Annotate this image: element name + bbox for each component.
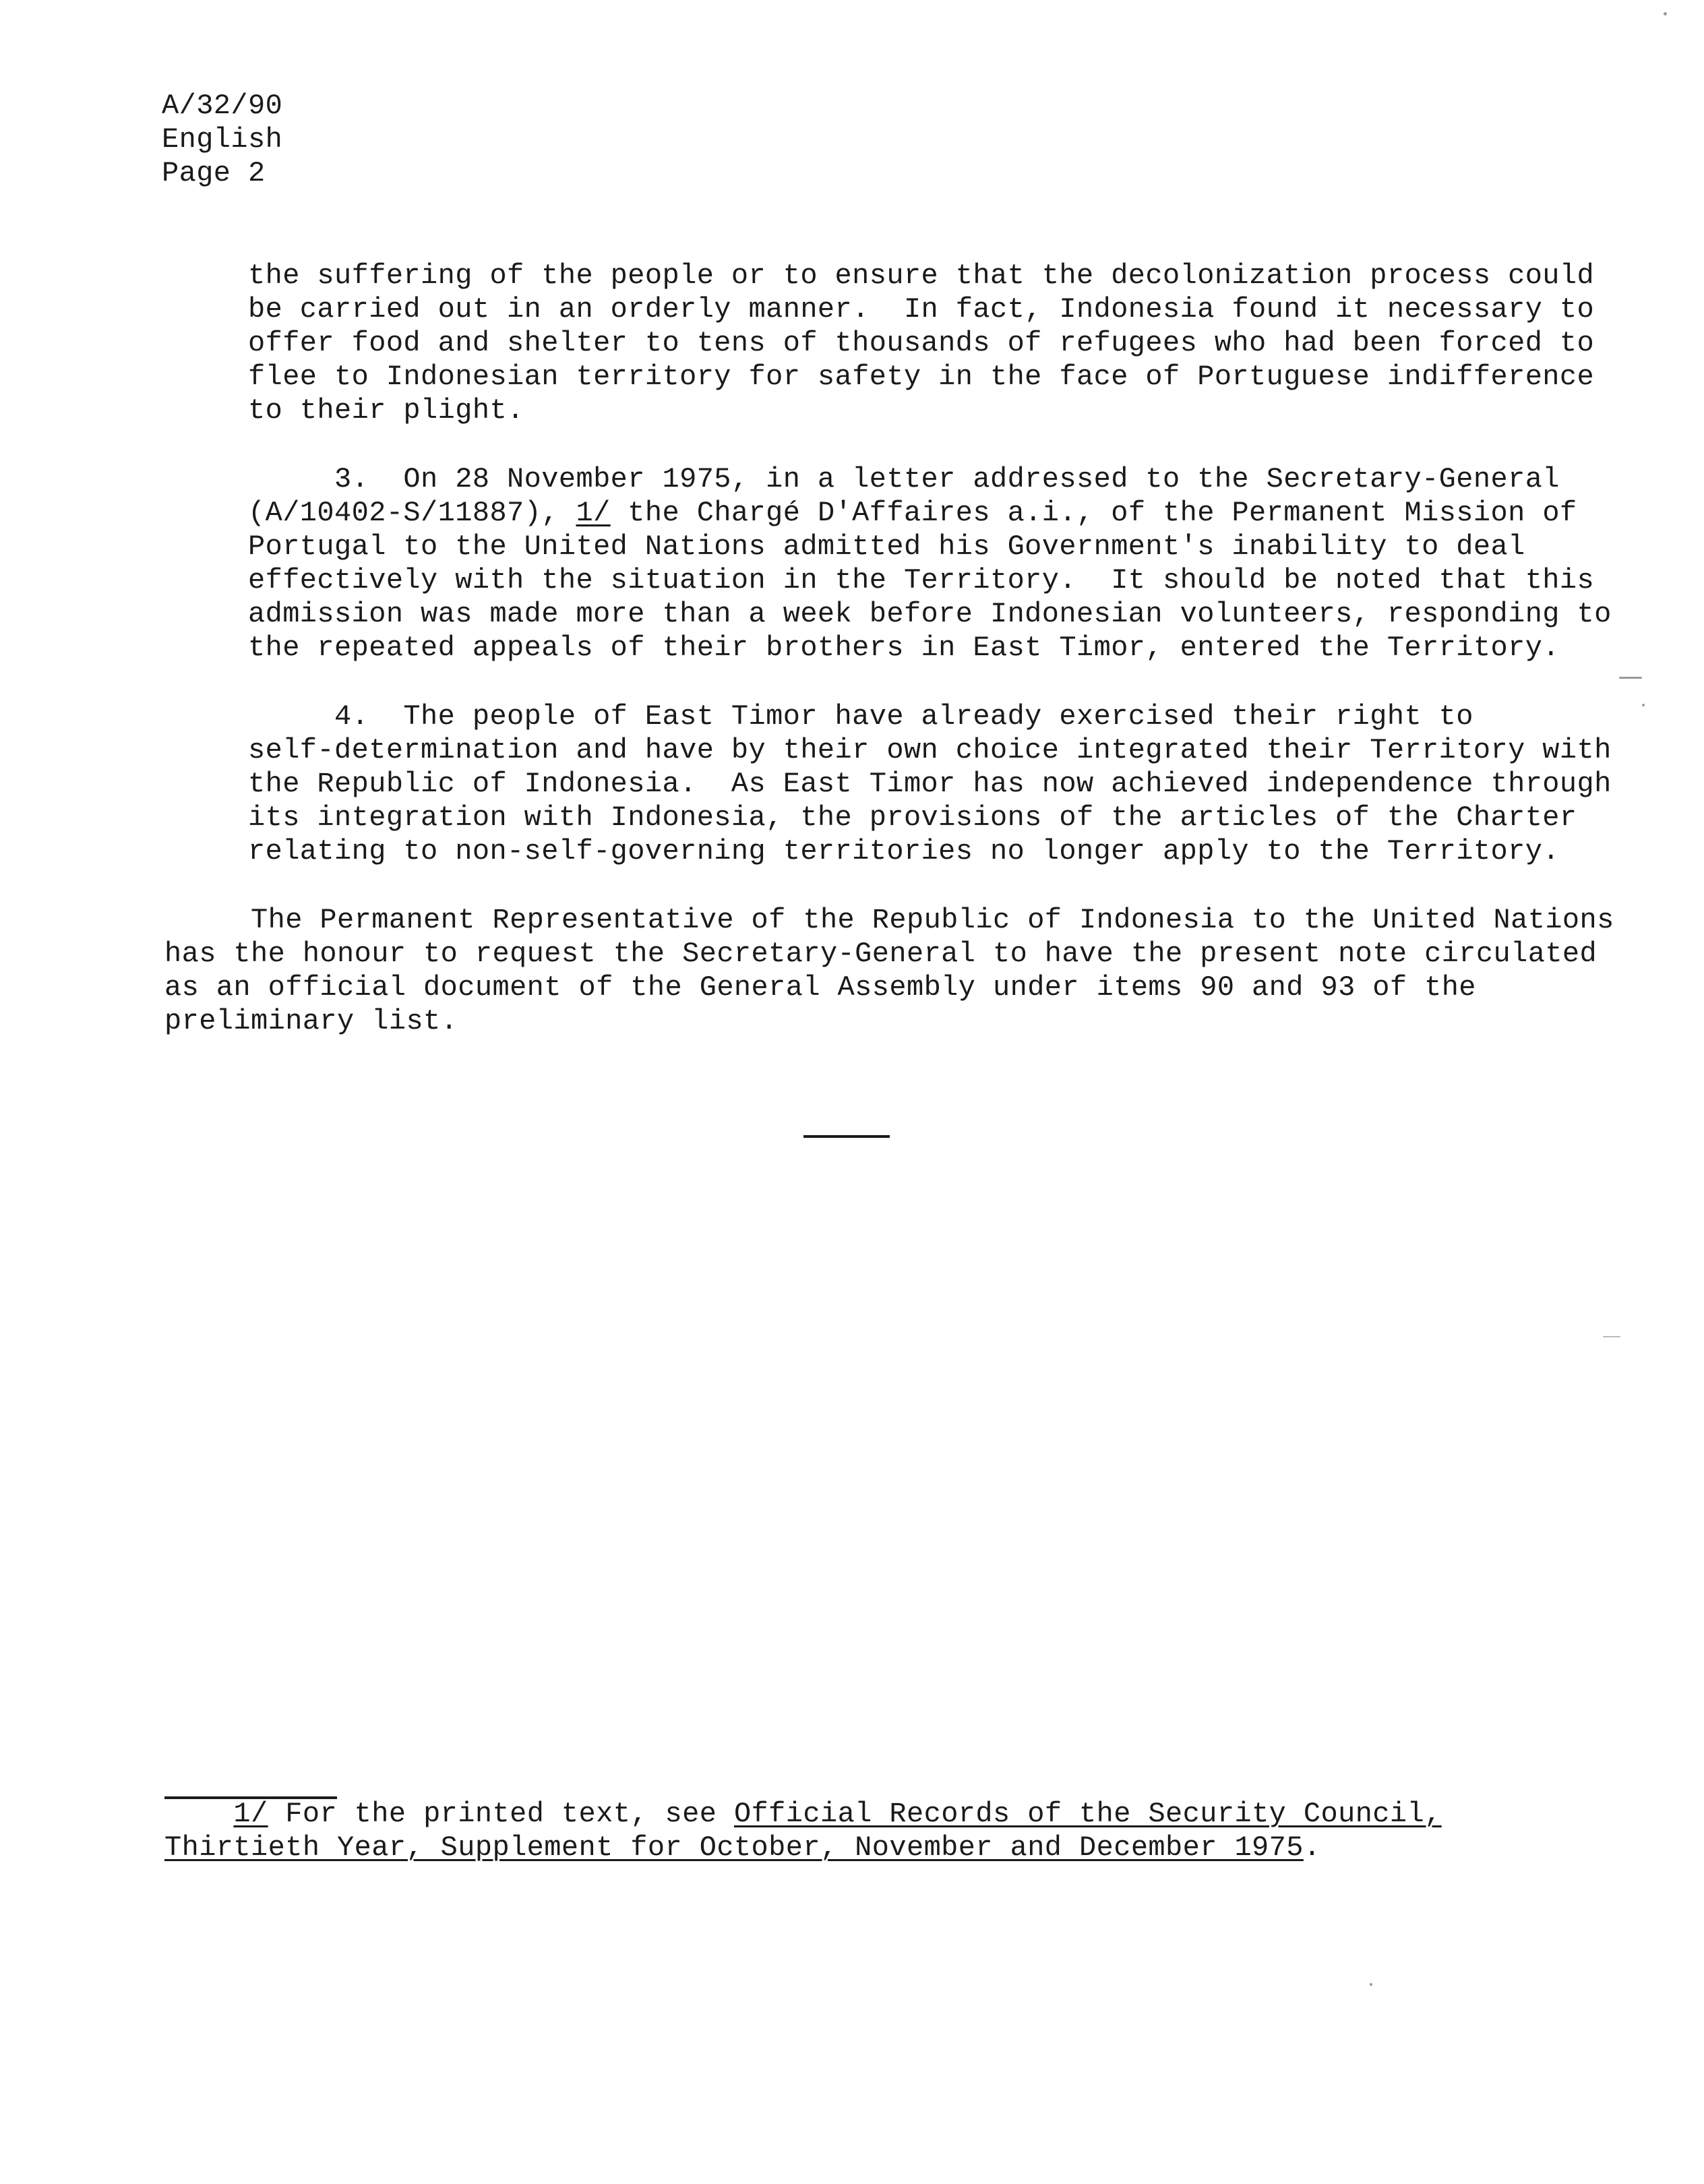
continuation-line: offer food and shelter to tens of thousands of refugees who had been forced to	[248, 327, 1595, 359]
continuation-line: be carried out in an orderly manner. In fact, Indonesia found it necessary to	[248, 293, 1595, 326]
paragraph-4-line: the Republic of Indonesia. As East Timor has now achieved independence through	[248, 768, 1612, 800]
end-separator	[803, 1135, 890, 1138]
speck	[1619, 677, 1642, 679]
footnote-marker: 1/	[233, 1798, 268, 1830]
footnote-source-detail: Thirtieth Year, Supplement for October, November and December 1975	[164, 1831, 1304, 1864]
continuation-line: to their plight.	[248, 394, 524, 427]
paragraph-3-line: admission was made more than a week before Indonesian volunteers, responding to	[248, 598, 1612, 630]
speck	[1603, 1336, 1620, 1337]
document-symbol: A/32/90	[162, 90, 283, 122]
speck	[1642, 704, 1645, 706]
footnote-line	[164, 1831, 1320, 1864]
speck	[1370, 1983, 1372, 1986]
continuation-line: flee to Indonesian territory for safety in the face of Portuguese indifference	[248, 361, 1595, 393]
paragraph-3-line: Portugal to the United Nations admitted his Government's inability to deal	[248, 530, 1525, 563]
paragraph-3-line	[248, 496, 1577, 530]
paragraph-3-line: the repeated appeals of their brothers in East Timor, entered the Territory.	[248, 632, 1560, 664]
closing-line: as an official document of the General Assembly under items 90 and 93 of the	[164, 971, 1476, 1004]
closing-line: has the honour to request the Secretary-General to have the present note circulated	[164, 938, 1598, 970]
closing-line: The Permanent Representative of the Republic of Indonesia to the United Nations	[164, 904, 1614, 936]
speck	[1664, 12, 1667, 16]
continuation-line: the suffering of the people or to ensure that the decolonization process could	[248, 260, 1595, 292]
paragraph-4-line: relating to non-self-governing territories no longer apply to the Territory.	[248, 835, 1560, 868]
footnote-end: .	[1303, 1831, 1321, 1864]
paragraph-4-line: self-determination and have by their own choice integrated their Territory with	[248, 734, 1612, 766]
footnote-reference: 1/	[576, 497, 611, 529]
footnote-text: For the printed text, see	[268, 1798, 734, 1830]
paragraph-3-line: 3. On 28 November 1975, in a letter addressed to the Secretary-General	[248, 463, 1560, 495]
page-number: Page 2	[162, 157, 266, 189]
paragraph-3-line: effectively with the situation in the Territory. It should be noted that this	[248, 564, 1595, 597]
paragraph-3-text: the Chargé D'Affaires a.i., of the Permanent Mission of	[610, 497, 1577, 529]
paragraph-3-citation: (A/10402-S/11887),	[248, 497, 576, 529]
document-language: English	[162, 123, 283, 156]
closing-line: preliminary list.	[164, 1005, 458, 1037]
footnote-source-title: Official Records of the Security Council,	[733, 1798, 1442, 1830]
paragraph-4-line: 4. The people of East Timor have already exercised their right to	[248, 700, 1473, 733]
paragraph-4-line: its integration with Indonesia, the provisions of the articles of the Charter	[248, 801, 1577, 834]
footnote-line	[164, 1797, 1442, 1831]
